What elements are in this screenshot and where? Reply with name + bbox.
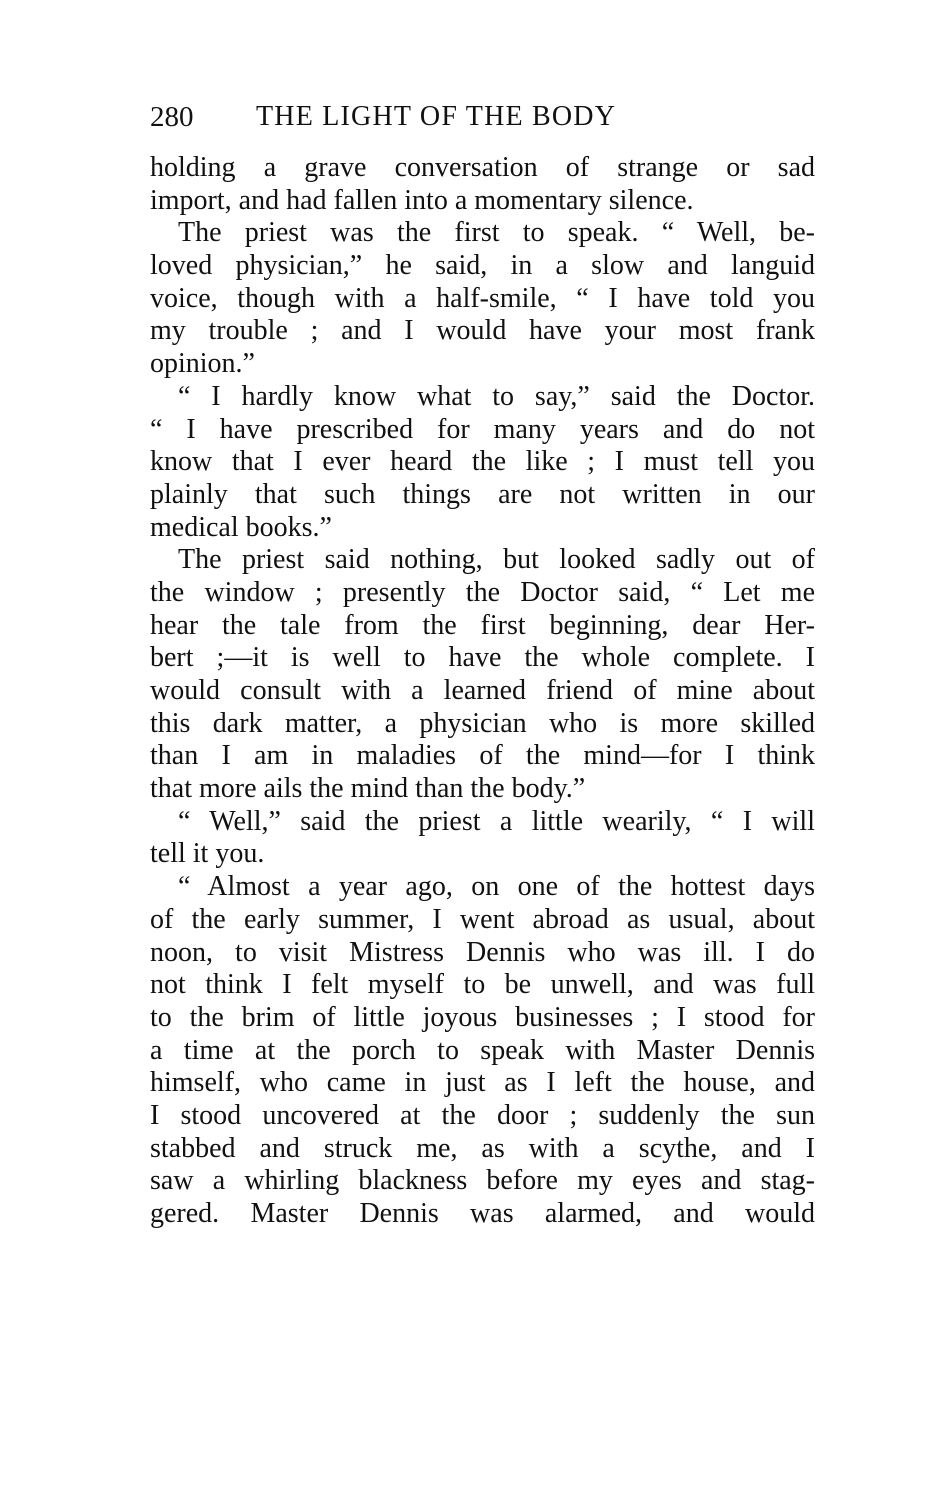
text-line: a time at the porch to speak with Master Dennis bbox=[150, 1034, 815, 1066]
body-text bbox=[150, 152, 815, 1231]
text-line: this dark matter, a physician who is more skilled bbox=[150, 707, 815, 739]
text-line: of the early summer, I went abroad as usual, about bbox=[150, 903, 815, 935]
text-line: The priest was the first to speak. “ Well, be- bbox=[178, 217, 815, 249]
text-line: “ I hardly know what to say,” said the Doctor. bbox=[178, 380, 815, 412]
text-line: not think I felt myself to be unwell, and was full bbox=[150, 969, 815, 1001]
text-line: know that I ever heard the like ; I must tell you bbox=[150, 446, 815, 478]
text-line: voice, though with a half-smile, “ I have told you bbox=[150, 282, 815, 314]
text-line: my trouble ; and I would have your most frank bbox=[150, 315, 815, 347]
text-line: holding a grave conversation of strange or sad bbox=[150, 152, 815, 183]
text-line: “ Almost a year ago, on one of the hottest days bbox=[178, 871, 815, 903]
page-number: 280 bbox=[150, 101, 194, 133]
text-line: opinion.” bbox=[150, 348, 255, 380]
text-line: The priest said nothing, but looked sadly out of bbox=[178, 544, 815, 576]
text-line: than I am in maladies of the mind—for I think bbox=[150, 740, 815, 772]
text-line: import, and had fallen into a momentary silence. bbox=[150, 184, 694, 216]
text-line: gered. Master Dennis was alarmed, and would bbox=[150, 1198, 815, 1229]
text-line: to the brim of little joyous businesses ; I stood for bbox=[150, 1001, 815, 1033]
text-line: tell it you. bbox=[150, 838, 265, 870]
text-line: medical books.” bbox=[150, 511, 332, 543]
text-line: “ Well,” said the priest a little wearily, “ I will bbox=[178, 805, 815, 837]
text-line: hear the tale from the first beginning, dear Her- bbox=[150, 609, 815, 641]
text-line: bert ;—it is well to have the whole complete. I bbox=[150, 642, 815, 674]
text-line: saw a whirling blackness before my eyes and stag- bbox=[150, 1165, 815, 1197]
text-line: himself, who came in just as I left the house, and bbox=[150, 1067, 815, 1099]
text-line: would consult with a learned friend of mine about bbox=[150, 675, 815, 706]
text-line: the window ; presently the Doctor said, “ Let me bbox=[150, 576, 815, 608]
text-line: “ I have prescribed for many years and do not bbox=[150, 413, 815, 445]
running-title: THE LIGHT OF THE BODY bbox=[256, 101, 617, 132]
text-line: stabbed and struck me, as with a scythe, and I bbox=[150, 1132, 815, 1164]
text-line: plainly that such things are not written in our bbox=[150, 478, 815, 510]
text-line: loved physician,” he said, in a slow and languid bbox=[150, 250, 815, 282]
text-line: I stood uncovered at the door ; suddenly the sun bbox=[150, 1099, 815, 1131]
text-line: noon, to visit Mistress Dennis who was ill. I do bbox=[150, 936, 815, 968]
text-line: that more ails the mind than the body.” bbox=[150, 773, 586, 805]
page-header bbox=[150, 97, 820, 137]
